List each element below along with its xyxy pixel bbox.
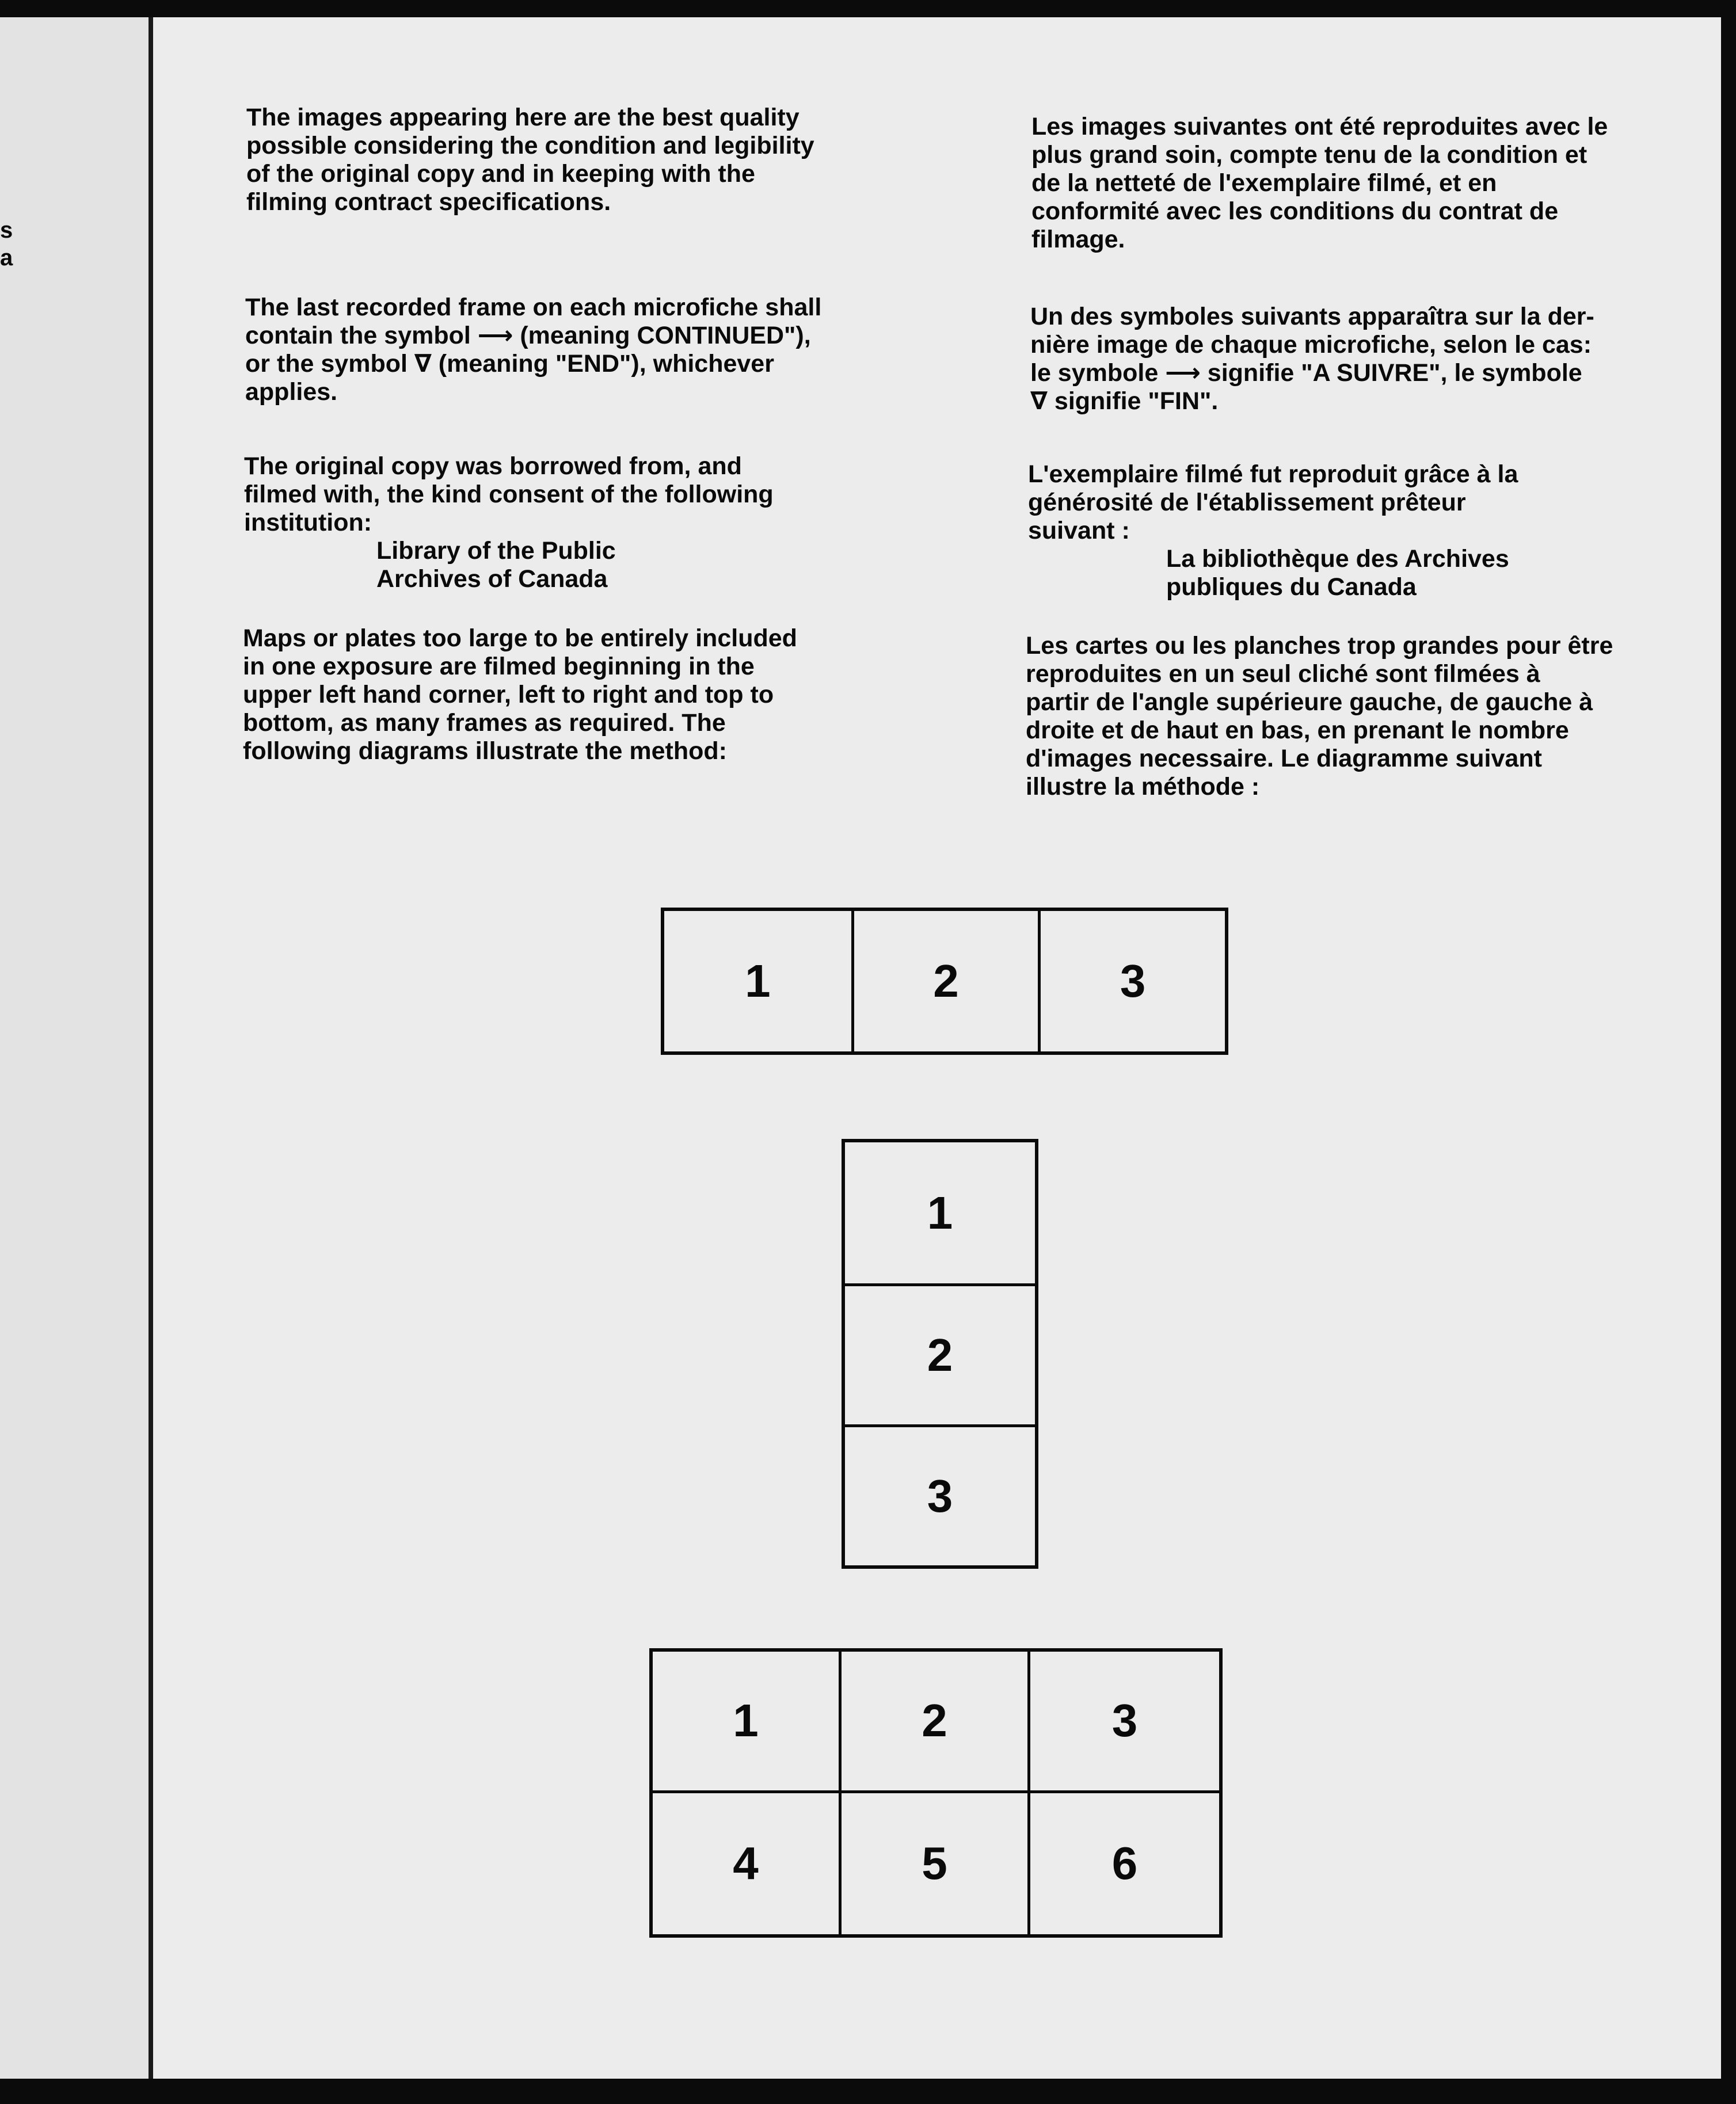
previous-frame-edge (0, 17, 151, 2079)
top-film-border (0, 0, 1736, 17)
frame-cell: 3 (845, 1424, 1035, 1565)
frame-cell: 1 (653, 1652, 842, 1793)
horizontal-frames-diagram (661, 908, 1228, 1055)
english-quality-notice: The images appearing here are the best quality possible considering the condition and legibility of the original copy and in keeping with the filming contract specifications. (246, 104, 814, 216)
frame-cell: 2 (842, 1652, 1030, 1793)
frame-cell: 2 (845, 1283, 1035, 1424)
frame-cell: 2 (851, 911, 1038, 1051)
english-source-notice: The original copy was borrowed from, and filmed with, the kind consent of the following institution: Library of the Public Archives of Canada (244, 452, 774, 593)
edge-text-fragment: s (0, 218, 13, 243)
english-symbol-notice: The last recorded frame on each microfiche shall contain the symbol ⟶ (meaning CONTINUED"), or the symbol ∇ (meaning "END"), whichever applies. (245, 294, 822, 406)
institution-name: Library of the Public (376, 537, 616, 565)
french-source-notice: L'exemplaire filmé fut reproduit grâce à la générosité de l'établissement prêteur suivant : La bibliothèque des Archives publiques du Canada (1028, 460, 1518, 601)
frame-cell: 6 (1111, 1838, 1138, 1889)
grid-frames-diagram (649, 1648, 1223, 1938)
french-symbol-notice: Un des symboles suivants apparaîtra sur la der- nière image de chaque microfiche, selon le cas: le symbole ⟶ signifie "A SUIVRE", le symbole ∇ signifie "FIN". (1030, 303, 1594, 415)
frame-cell: 4 (653, 1793, 842, 1935)
frame-cell: 1 (745, 955, 771, 1007)
right-film-border (1721, 0, 1736, 2104)
frame-cell: 3 (1030, 1652, 1219, 1793)
institution-name: La bibliothèque des Archives (1166, 545, 1509, 573)
vertical-frames-diagram (842, 1139, 1038, 1569)
frame-cell: 1 (927, 1187, 953, 1238)
frame-divider-line (149, 17, 153, 2079)
bottom-film-border (0, 2079, 1736, 2104)
english-maps-notice: Maps or plates too large to be entirely included in one exposure are filmed beginning in the upper left hand corner, left to right and top to bottom, as many frames as required. The following diagrams illustrate the method: (243, 624, 797, 765)
frame-cell: 5 (842, 1793, 1030, 1935)
frame-cell: 3 (1038, 911, 1225, 1051)
institution-name: publiques du Canada (1166, 573, 1417, 601)
french-quality-notice: Les images suivantes ont été reproduites avec le plus grand soin, compte tenu de la condition et de la netteté de l'exemplaire filmé, et en conformité avec les conditions du contrat de filmage. (1031, 113, 1608, 253)
edge-text-fragment: a (0, 245, 13, 270)
institution-name: Archives of Canada (376, 565, 608, 593)
french-maps-notice: Les cartes ou les planches trop grandes pour être reproduites en un seul cliché sont filmées à partir de l'angle supérieure gauche, de gauche à droite et de haut en bas, en prenant le nombre d'images necessaire. Le diagramme suivant illustre la méthode : (1026, 632, 1613, 801)
